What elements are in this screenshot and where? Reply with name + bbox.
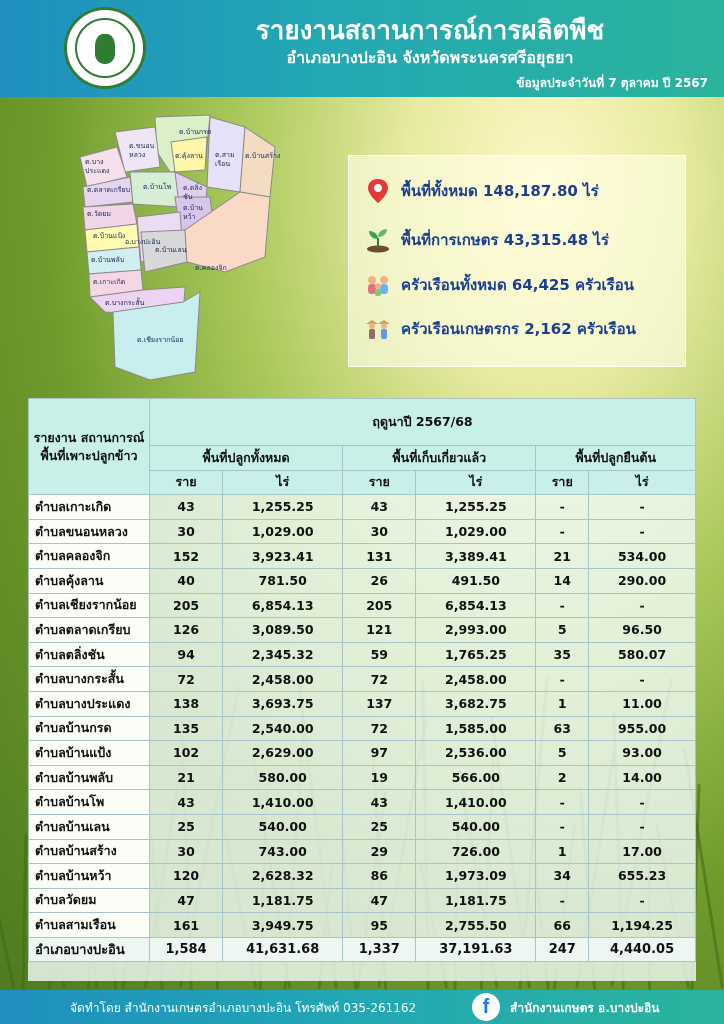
table-cell: 72 [343, 667, 416, 692]
sub-header: ราย [536, 470, 589, 495]
table-cell: 1,255.25 [416, 495, 536, 520]
table-row [29, 888, 696, 913]
map-label: ต.บ้านแป้ง [93, 232, 126, 240]
table-row [29, 642, 696, 667]
table-cell: 63 [536, 716, 589, 741]
table-cell: - [536, 814, 589, 839]
table-cell: 1,181.75 [416, 888, 536, 913]
table-row [29, 519, 696, 544]
rice-area-table-container [28, 398, 696, 981]
report-subtitle: อำเภอบางปะอิน จังหวัดพระนครศรีอยุธยา [286, 48, 574, 67]
group-header: พื้นที่ปลูกทั้งหมด [150, 446, 343, 471]
table-row [29, 568, 696, 593]
subdistrict-name: ตำบลบางกระสั้น [29, 667, 150, 692]
table-cell: 580.07 [589, 642, 696, 667]
map-label: ต.เกาะเกิด [93, 278, 126, 286]
total-cell: 37,191.63 [416, 937, 536, 962]
sub-header: ราย [150, 470, 223, 495]
table-cell: 30 [150, 839, 223, 864]
table-cell: 26 [343, 568, 416, 593]
map-label: ต.ขนอนหลวง [129, 142, 155, 159]
table-cell: 86 [343, 864, 416, 889]
table-cell: 66 [536, 913, 589, 938]
table-cell: 1,765.25 [416, 642, 536, 667]
table-cell: - [536, 495, 589, 520]
rice-area-table [28, 398, 696, 962]
table-cell: 3,089.50 [223, 618, 343, 643]
table-cell: 43 [343, 790, 416, 815]
table-cell: 2,540.00 [223, 716, 343, 741]
table-cell: 2,993.00 [416, 618, 536, 643]
map-label: ต.บางประแดง [85, 158, 110, 175]
stat-text: ครัวเรือนทั้งหมด 64,425 ครัวเรือน [401, 276, 634, 294]
table-cell: 5 [536, 741, 589, 766]
map-label: ต.บ้านพลับ [91, 256, 125, 264]
table-cell: 726.00 [416, 839, 536, 864]
stat-total-area [365, 176, 599, 206]
subdistrict-name: ตำบลบ้านสร้าง [29, 839, 150, 864]
group-header: พื้นที่ปลูกยืนต้น [536, 446, 696, 471]
table-cell: - [536, 667, 589, 692]
table-cell: 540.00 [223, 814, 343, 839]
map-label: ต.บ้านกรด [179, 128, 212, 136]
table-cell: 152 [150, 544, 223, 569]
table-cell: 1,181.75 [223, 888, 343, 913]
table-cell: 3,949.75 [223, 913, 343, 938]
table-cell: 29 [343, 839, 416, 864]
total-label: อำเภอบางปะอิน [29, 937, 150, 962]
table-cell: 95 [343, 913, 416, 938]
table-cell: 1,255.25 [223, 495, 343, 520]
table-cell: 137 [343, 691, 416, 716]
table-cell: 290.00 [589, 568, 696, 593]
family-icon [365, 272, 391, 298]
seedling-icon [365, 227, 391, 253]
table-cell: - [536, 888, 589, 913]
table-cell: 120 [150, 864, 223, 889]
table-row [29, 667, 696, 692]
location-pin-icon [365, 178, 391, 204]
subdistrict-name: ตำบลเกาะเกิด [29, 495, 150, 520]
table-cell: 161 [150, 913, 223, 938]
sub-header: ไร่ [416, 470, 536, 495]
table-cell: 655.23 [589, 864, 696, 889]
grass-blade [0, 871, 15, 989]
table-cell: 97 [343, 741, 416, 766]
table-cell: 59 [343, 642, 416, 667]
table-cell: 743.00 [223, 839, 343, 864]
table-cell: 72 [343, 716, 416, 741]
subdistrict-name: ตำบลบ้านโพ [29, 790, 150, 815]
map-label: ต.คลองจิก [195, 264, 227, 272]
total-cell: 1,584 [150, 937, 223, 962]
subdistrict-name: ตำบลตลาดเกรียบ [29, 618, 150, 643]
table-cell: - [589, 593, 696, 618]
subdistrict-name: ตำบลคลองจิก [29, 544, 150, 569]
table-cell: 2,629.00 [223, 741, 343, 766]
total-cell: 247 [536, 937, 589, 962]
table-cell: - [589, 814, 696, 839]
table-cell: 25 [150, 814, 223, 839]
report-footer [0, 990, 724, 1024]
subdistrict-name: ตำบลบ้านพลับ [29, 765, 150, 790]
table-cell: - [536, 519, 589, 544]
table-cell: - [536, 790, 589, 815]
table-row [29, 691, 696, 716]
map-label: ต.บางกระสั้น [105, 299, 145, 307]
table-cell: - [589, 519, 696, 544]
table-cell: 43 [150, 790, 223, 815]
report-title: รายงานสถานการณ์การผลิตพืช [255, 16, 605, 46]
table-row [29, 765, 696, 790]
table-row [29, 741, 696, 766]
table-cell: - [589, 495, 696, 520]
subdistrict-name: ตำบลบ้านกรด [29, 716, 150, 741]
table-cell: 35 [536, 642, 589, 667]
facebook-icon[interactable]: f [472, 993, 500, 1021]
table-cell: 3,693.75 [223, 691, 343, 716]
summary-panel [348, 155, 686, 367]
table-cell: 72 [150, 667, 223, 692]
table-cell: 131 [343, 544, 416, 569]
table-cell: 1,410.00 [416, 790, 536, 815]
table-cell: 94 [150, 642, 223, 667]
table-cell: 14 [536, 568, 589, 593]
map-label: ต.สามเรือน [215, 151, 235, 168]
table-cell: 781.50 [223, 568, 343, 593]
table-cell: - [589, 888, 696, 913]
season-header: ฤดูนาปี 2567/68 [150, 399, 696, 446]
table-cell: 2,755.50 [416, 913, 536, 938]
farmers-icon [365, 316, 391, 342]
table-cell: 47 [150, 888, 223, 913]
map-label: ต.บ้านสร้าง [245, 152, 281, 160]
group-header: พื้นที่เก็บเกี่ยวแล้ว [343, 446, 536, 471]
table-row [29, 618, 696, 643]
table-cell: 1 [536, 691, 589, 716]
total-cell: 1,337 [343, 937, 416, 962]
table-cell: 34 [536, 864, 589, 889]
table-cell: 2,628.32 [223, 864, 343, 889]
subdistrict-name: ตำบลสามเรือน [29, 913, 150, 938]
map-label: ต.บ้านโพ [143, 183, 172, 191]
total-cell: 4,440.05 [589, 937, 696, 962]
table-row [29, 839, 696, 864]
table-cell: 1,029.00 [223, 519, 343, 544]
table-cell: 135 [150, 716, 223, 741]
stat-text: พื้นที่การเกษตร 43,315.48 ไร่ [401, 231, 609, 249]
subdistrict-name: ตำบลบ้านหว้า [29, 864, 150, 889]
stat-agri-area [365, 225, 609, 255]
map-label: ต.ตลิ่งชัน [183, 184, 203, 201]
table-cell: 6,854.13 [416, 593, 536, 618]
table-row [29, 495, 696, 520]
table-row [29, 716, 696, 741]
footer-contact: จัดทำโดย สำนักงานเกษตรอำเภอบางปะอิน โทรศัพท์ 035-261162 [70, 1001, 417, 1015]
table-cell: 534.00 [589, 544, 696, 569]
subdistrict-name: ตำบลบางประแดง [29, 691, 150, 716]
row-header-cell: รายงาน สถานการณ์ พื้นที่เพาะปลูกข้าว [29, 399, 150, 495]
table-cell: 138 [150, 691, 223, 716]
table-cell: 47 [343, 888, 416, 913]
table-cell: 11.00 [589, 691, 696, 716]
table-row [29, 864, 696, 889]
table-cell: 14.00 [589, 765, 696, 790]
table-cell: 1,410.00 [223, 790, 343, 815]
table-cell: 955.00 [589, 716, 696, 741]
subdistrict-name: ตำบลขนอนหลวง [29, 519, 150, 544]
table-cell: - [536, 593, 589, 618]
district-map [75, 112, 290, 387]
table-cell: 1,029.00 [416, 519, 536, 544]
table-row [29, 593, 696, 618]
table-cell: 93.00 [589, 741, 696, 766]
facebook-page-name[interactable]: สำนักงานเกษตร อ.บางปะอิน [510, 1001, 660, 1015]
subdistrict-name: ตำบลเชียงรากน้อย [29, 593, 150, 618]
subdistrict-name: ตำบลตลิ่งชัน [29, 642, 150, 667]
subdistrict-name: ตำบลวัดยม [29, 888, 150, 913]
total-cell: 41,631.68 [223, 937, 343, 962]
table-row [29, 913, 696, 938]
table-row [29, 790, 696, 815]
table-cell: 17.00 [589, 839, 696, 864]
table-cell: 2,458.00 [416, 667, 536, 692]
grass-blade [22, 833, 28, 990]
map-label: ต.วัดยม [87, 210, 111, 218]
map-label: ต.บ้านหว้า [183, 204, 203, 221]
subdistrict-name: ตำบลคุ้งลาน [29, 568, 150, 593]
table-cell: 1,973.09 [416, 864, 536, 889]
table-cell: 19 [343, 765, 416, 790]
table-cell: 6,854.13 [223, 593, 343, 618]
map-region-ban-sang [240, 127, 275, 197]
map-label: ต.ตลาดเกรียบ [87, 186, 131, 194]
table-cell: 102 [150, 741, 223, 766]
table-cell: 21 [536, 544, 589, 569]
map-label: ต.เชียงรากน้อย [137, 336, 184, 344]
map-label: อ.บางปะอิน [125, 238, 161, 246]
stat-farm-households [365, 314, 636, 344]
table-cell: 205 [343, 593, 416, 618]
subdistrict-name: ตำบลบ้านแป้ง [29, 741, 150, 766]
table-cell: 1,585.00 [416, 716, 536, 741]
table-cell: 43 [343, 495, 416, 520]
table-cell: 3,682.75 [416, 691, 536, 716]
table-cell: 3,923.41 [223, 544, 343, 569]
table-row [29, 814, 696, 839]
table-cell: 40 [150, 568, 223, 593]
report-header [0, 0, 724, 97]
table-cell: 126 [150, 618, 223, 643]
table-cell: 1 [536, 839, 589, 864]
table-cell: - [589, 790, 696, 815]
table-cell: 25 [343, 814, 416, 839]
table-cell: 30 [343, 519, 416, 544]
table-cell: 1,194.25 [589, 913, 696, 938]
table-cell: 2,458.00 [223, 667, 343, 692]
stat-households [365, 270, 634, 300]
sub-header: ราย [343, 470, 416, 495]
report-date: ข้อมูลประจำวันที่ 7 ตุลาคม ปี 2567 [516, 76, 708, 90]
table-cell: 121 [343, 618, 416, 643]
table-cell: 540.00 [416, 814, 536, 839]
table-cell: 2 [536, 765, 589, 790]
map-label: ต.คุ้งลาน [175, 152, 203, 160]
sub-header: ไร่ [589, 470, 696, 495]
total-row [29, 937, 696, 962]
table-cell: 2,536.00 [416, 741, 536, 766]
table-cell: 43 [150, 495, 223, 520]
table-cell: 2,345.32 [223, 642, 343, 667]
subdistrict-name: ตำบลบ้านเลน [29, 814, 150, 839]
department-logo [64, 7, 146, 89]
table-row [29, 544, 696, 569]
table-cell: 5 [536, 618, 589, 643]
table-cell: 491.50 [416, 568, 536, 593]
table-cell: 3,389.41 [416, 544, 536, 569]
stat-text: พื้นที่ทั้งหมด 148,187.80 ไร่ [401, 182, 599, 200]
table-cell: 21 [150, 765, 223, 790]
table-cell: 30 [150, 519, 223, 544]
table-cell: 580.00 [223, 765, 343, 790]
sub-header: ไร่ [223, 470, 343, 495]
table-cell: - [589, 667, 696, 692]
map-label: ต.บ้านเลน [155, 246, 187, 254]
table-cell: 205 [150, 593, 223, 618]
table-cell: 566.00 [416, 765, 536, 790]
stat-text: ครัวเรือนเกษตรกร 2,162 ครัวเรือน [401, 320, 636, 338]
table-cell: 96.50 [589, 618, 696, 643]
